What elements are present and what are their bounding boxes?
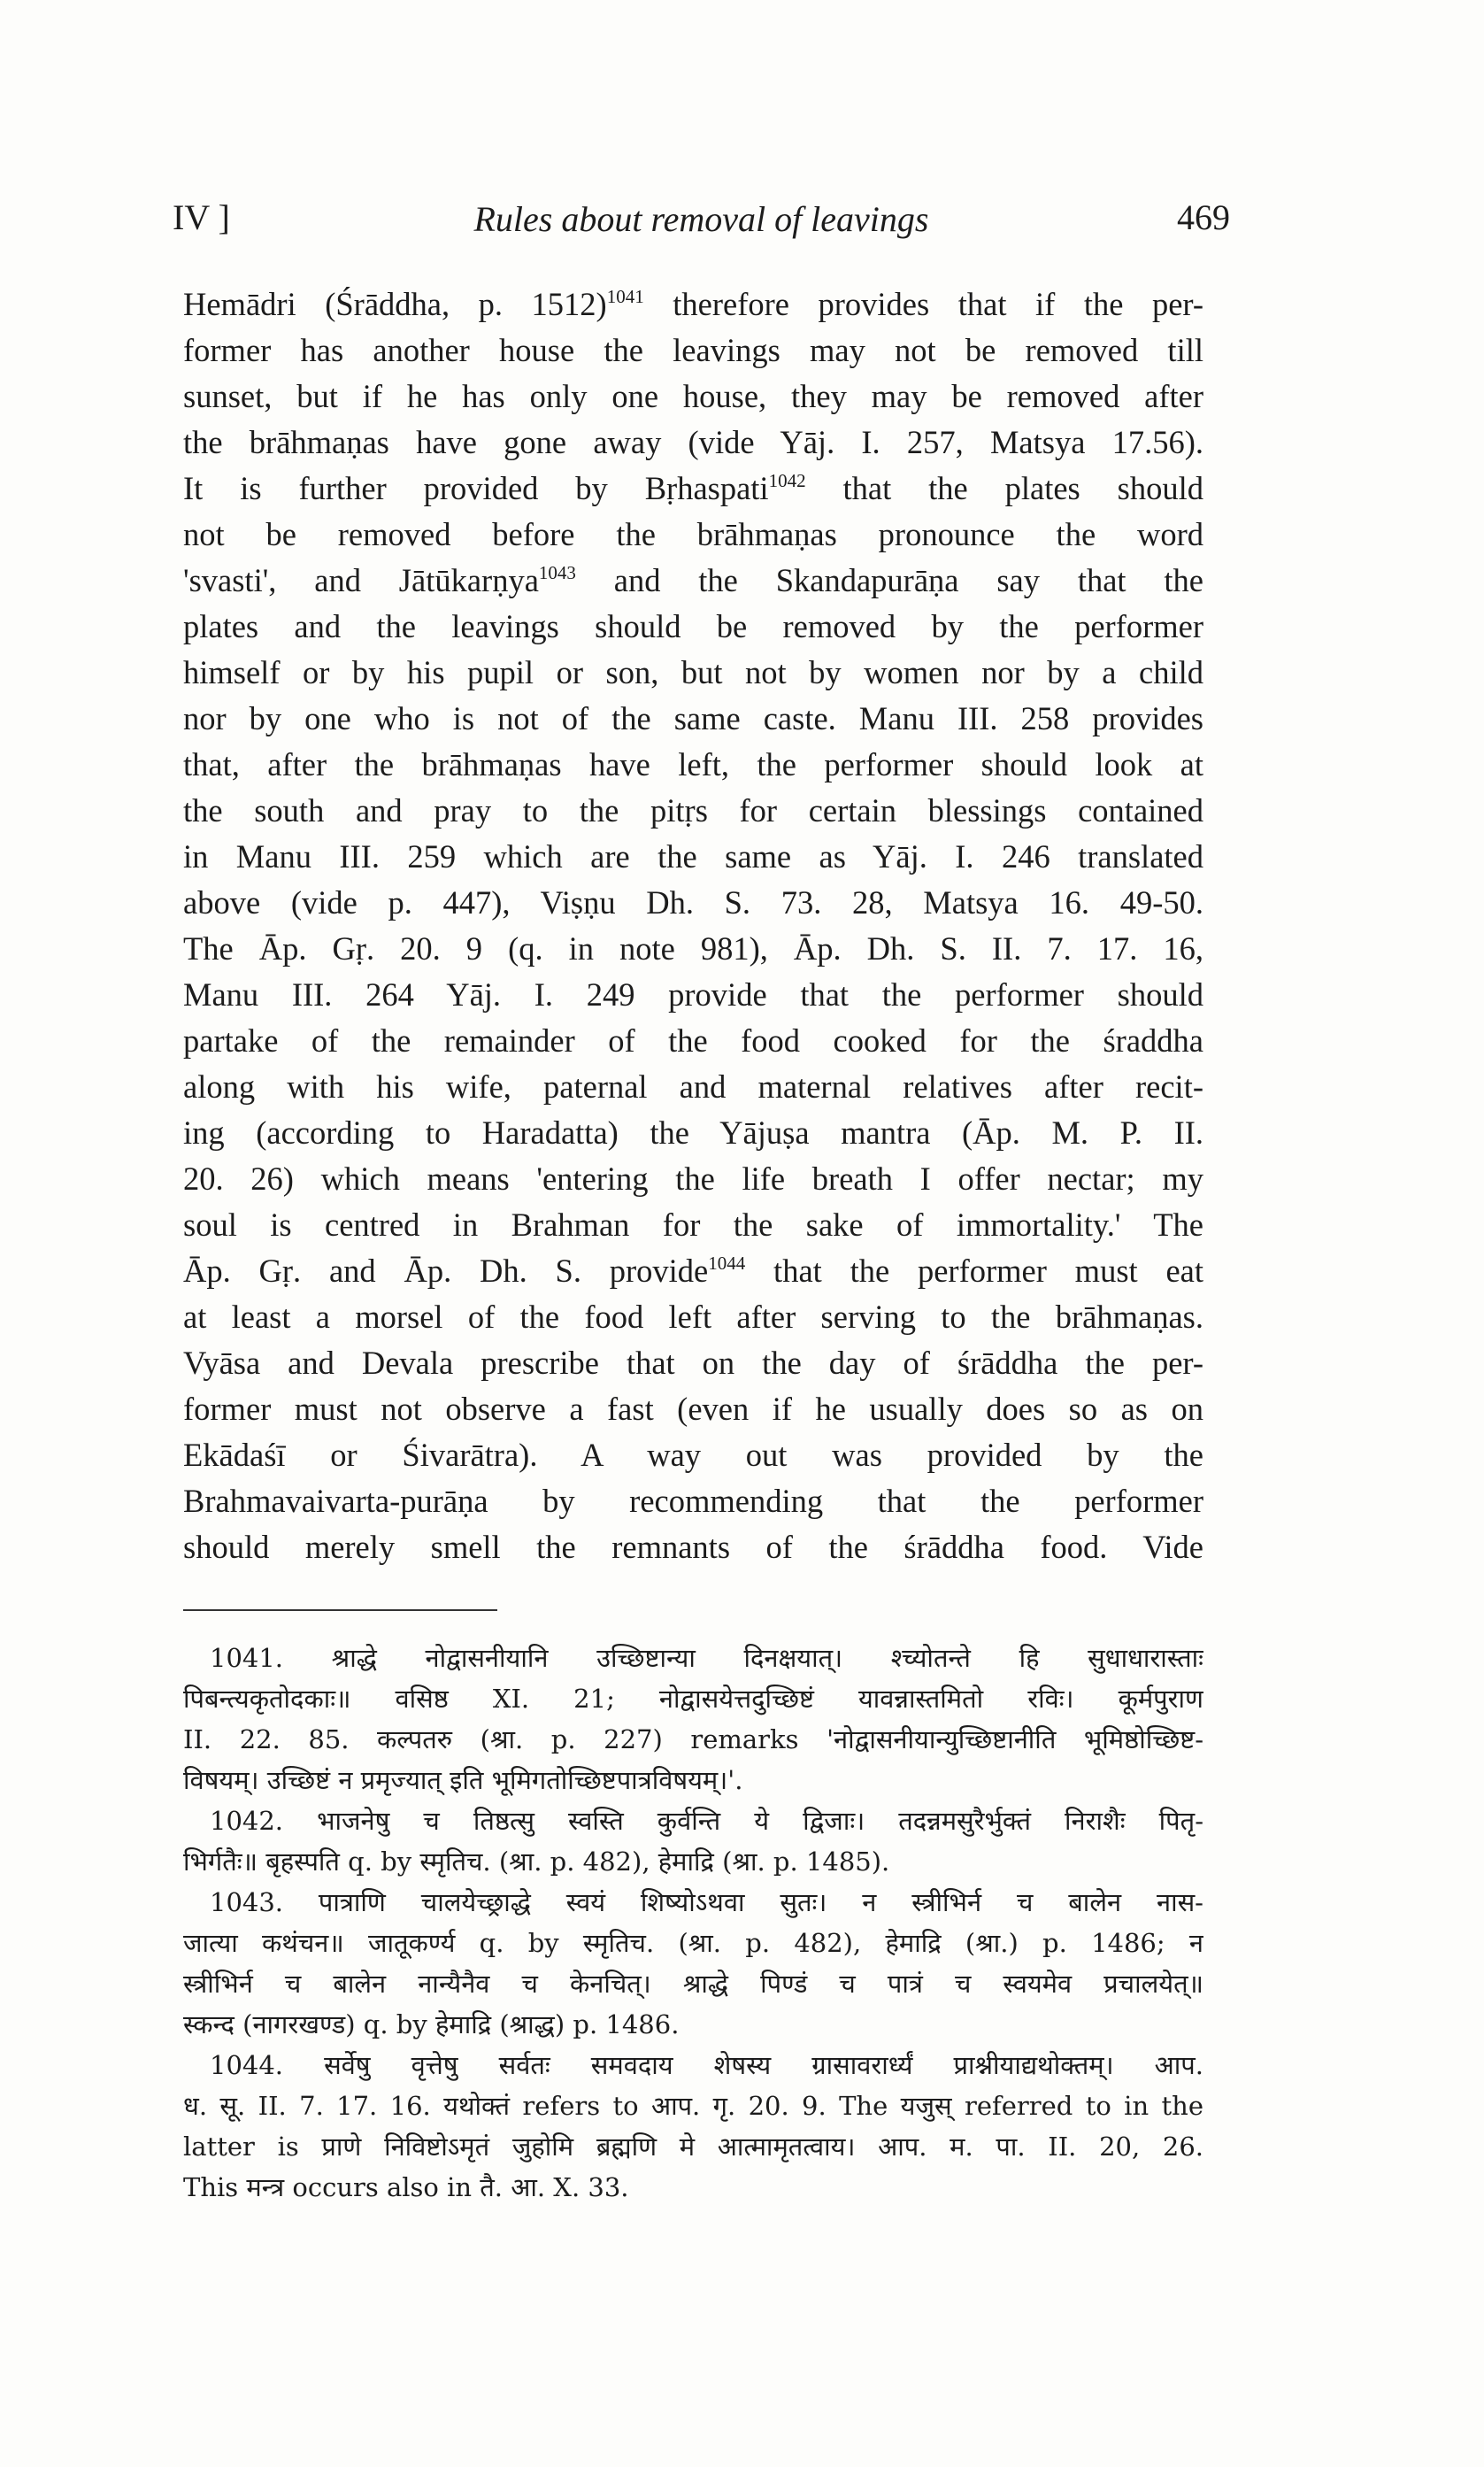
body-line — [183, 1340, 1203, 1386]
footnote-line: 1042. भाजनेषु च तिष्ठत्सु स्वस्ति कुर्वन्ति ये द्विजाः। तदन्नमसुरैर्भुक्तं निराशैः पितृ- — [210, 1806, 1203, 1836]
footnote-line: स्त्रीभिर्न च बालेन नान्यैनैव च केनचित्। श्राद्धे पिण्डं च पात्रं च स्वयमेव प्रचालयेत्॥ — [183, 1969, 1203, 1999]
body-line — [183, 1064, 1203, 1110]
body-line-text: Vyāsa and Devala prescribe that on the day of śrāddha the per- — [183, 1345, 1203, 1381]
body-line — [183, 972, 1203, 1018]
body-line — [183, 281, 1203, 328]
body-line-text: former must not observe a fast (even if he usually does so as on — [183, 1391, 1203, 1427]
body-line — [183, 420, 1203, 466]
footnote-line: जात्या कथंचन॥ जातूकर्ण्य q. by स्मृतिच. (श्रा. p. 482), हेमाद्रि (श्रा.) p. 1486; न — [183, 1928, 1203, 1958]
body-line — [183, 650, 1203, 696]
body-text — [183, 281, 1203, 1570]
body-line-text: and the Skandapurāṇa say that the — [575, 562, 1203, 598]
body-line — [183, 696, 1203, 742]
body-line — [183, 834, 1203, 880]
body-line-text: that the performer must eat — [745, 1253, 1203, 1289]
footnote-marker: 1044 — [708, 1253, 746, 1274]
footnote-line: 1041. श्राद्धे नोद्वासनीयानि उच्छिष्टान्या दिनक्षयात्। श्च्योतन्ते हि सुधाधारास्ताः — [210, 1643, 1203, 1673]
footnote-line: II. 22. 85. कल्पतरु (श्रा. p. 227) remarks 'नोद्वासनीयान्युच्छिष्टानीति भूमिष्ठोच्छिष्ट- — [183, 1724, 1203, 1754]
body-line — [183, 374, 1203, 420]
body-line — [183, 1294, 1203, 1340]
body-line-text: ing (according to Haradatta) the Yājuṣa mantra (Āp. M. P. II. — [183, 1114, 1203, 1151]
body-line-text: former has another house the leavings may not be removed till — [183, 332, 1203, 368]
body-line-text: at least a morsel of the food left after serving to the brāhmaṇas. — [183, 1299, 1203, 1335]
body-line — [183, 1478, 1203, 1524]
body-line-text: 20. 26) which means 'entering the life breath I offer nectar; my — [183, 1160, 1203, 1197]
page-number: 469 — [1177, 197, 1230, 237]
body-line — [183, 926, 1203, 972]
body-line-text: Āp. Gṛ. and Āp. Dh. S. provide — [183, 1253, 709, 1289]
body-line-text: nor by one who is not of the same caste. Manu III. 258 provides — [183, 700, 1203, 736]
footnote-marker: 1042 — [768, 470, 806, 491]
body-line-text: soul is centred in Brahman for the sake of immortality.' The — [183, 1207, 1203, 1243]
footnote-line: स्कन्द (नागरखण्ड) q. by हेमाद्रि (श्राद्ध) p. 1486. — [183, 2009, 680, 2039]
body-line — [183, 880, 1203, 926]
footnote-line: 1043. पात्राणि चालयेच्छ्राद्धे स्वयं शिष्योऽथवा सुतः। न स्त्रीभिर्न च बालेन नास- — [210, 1887, 1203, 1917]
footnote-line: latter is प्राणे निविष्टोऽमृतं जुहोमि ब्रह्मणि मे आत्मामृतत्वाय। आप. म. पा. II. 20, 26. — [183, 2132, 1203, 2162]
body-line-text: partake of the remainder of the food cooked for the śraddha — [183, 1022, 1203, 1059]
body-line-text: that, after the brāhmaṇas have left, the performer should look at — [183, 746, 1203, 783]
chapter-number: IV ] — [173, 197, 230, 237]
footnotes — [183, 1638, 1203, 2208]
body-line — [183, 558, 1203, 604]
footnote-line: This मन्त्र occurs also in तै. आ. X. 33. — [183, 2172, 629, 2202]
body-line — [183, 788, 1203, 834]
body-line-text: It is further provided by Bṛhaspati — [183, 470, 769, 506]
body-line — [183, 742, 1203, 788]
body-line-text: not be removed before the brāhmaṇas pronounce the word — [183, 516, 1203, 552]
body-line-text: himself or by his pupil or son, but not by women nor by a child — [183, 654, 1203, 690]
body-line — [183, 1156, 1203, 1202]
body-line — [183, 1018, 1203, 1064]
body-line-text: sunset, but if he has only one house, they may be removed after — [183, 378, 1203, 414]
body-line-text: along with his wife, paternal and maternal relatives after recit- — [183, 1068, 1203, 1105]
body-line-text: Hemādri (Śrāddha, p. 1512) — [183, 286, 607, 322]
body-line — [183, 328, 1203, 374]
body-line — [183, 1202, 1203, 1248]
footnote-line: ध. सू. II. 7. 17. 16. यथोक्तं refers to आप. गृ. 20. 9. The यजुस् referred to in the — [183, 2091, 1203, 2121]
body-line-text: therefore provides that if the per- — [643, 286, 1203, 322]
body-line-text: in Manu III. 259 which are the same as Yāj. I. 246 translated — [183, 838, 1203, 875]
body-line-text: 'svasti', and Jātūkarṇya — [183, 562, 539, 598]
running-head — [173, 197, 1230, 250]
body-line — [183, 1110, 1203, 1156]
body-line-text: Brahmavaivarta-purāṇa by recommending that the performer — [183, 1483, 1203, 1519]
body-line — [183, 1248, 1203, 1294]
footnote-line: भिर्गतैः॥ बृहस्पति q. by स्मृतिच. (श्रा. p. 482), हेमाद्रि (श्रा. p. 1485). — [183, 1846, 890, 1877]
body-line — [183, 466, 1203, 512]
footnote-line: पिबन्त्यकृतोदकाः॥ वसिष्ठ XI. 21; नोद्वासयेत्तदुच्छिष्टं यावन्नास्तमितो रविः। कूर्मपुराण — [183, 1684, 1203, 1714]
body-line — [183, 1524, 1203, 1570]
body-line — [183, 1386, 1203, 1432]
page-title: Rules about removal of leavings — [473, 199, 929, 239]
body-line — [183, 604, 1203, 650]
footnote-marker: 1041 — [606, 286, 644, 307]
body-line — [183, 512, 1203, 558]
body-line-text: the brāhmaṇas have gone away (vide Yāj. I. 257, Matsya 17.56). — [183, 424, 1203, 460]
body-line-text: The Āp. Gṛ. 20. 9 (q. in note 981), Āp. Dh. S. II. 7. 17. 16, — [183, 930, 1203, 967]
footnote-line: 1044. सर्वेषु वृत्तेषु सर्वतः समवदाय शेषस्य ग्रासावरार्ध्यं प्राश्नीयाद्यथोक्तम्। आप. — [210, 2050, 1203, 2080]
footnote-marker: 1043 — [538, 562, 576, 583]
body-line-text: should merely smell the remnants of the śrāddha food. Vide — [183, 1529, 1203, 1565]
footnote-rule — [183, 1609, 497, 1611]
body-line-text: Manu III. 264 Yāj. I. 249 provide that the performer should — [183, 976, 1203, 1013]
body-line — [183, 1432, 1203, 1478]
body-line-text: above (vide p. 447), Viṣṇu Dh. S. 73. 28, Matsya 16. 49-50. — [183, 884, 1203, 921]
body-line-text: plates and the leavings should be removed by the performer — [183, 608, 1203, 644]
body-line-text: that the plates should — [805, 470, 1203, 506]
body-line-text: the south and pray to the pitṛs for certain blessings contained — [183, 792, 1203, 829]
footnote-line: विषयम्। उच्छिष्टं न प्रमृज्यात् इति भूमिगतोच्छिष्टपात्रविषयम्।'. — [183, 1765, 743, 1795]
body-line-text: Ekādaśī or Śivarātra). A way out was provided by the — [183, 1437, 1203, 1473]
